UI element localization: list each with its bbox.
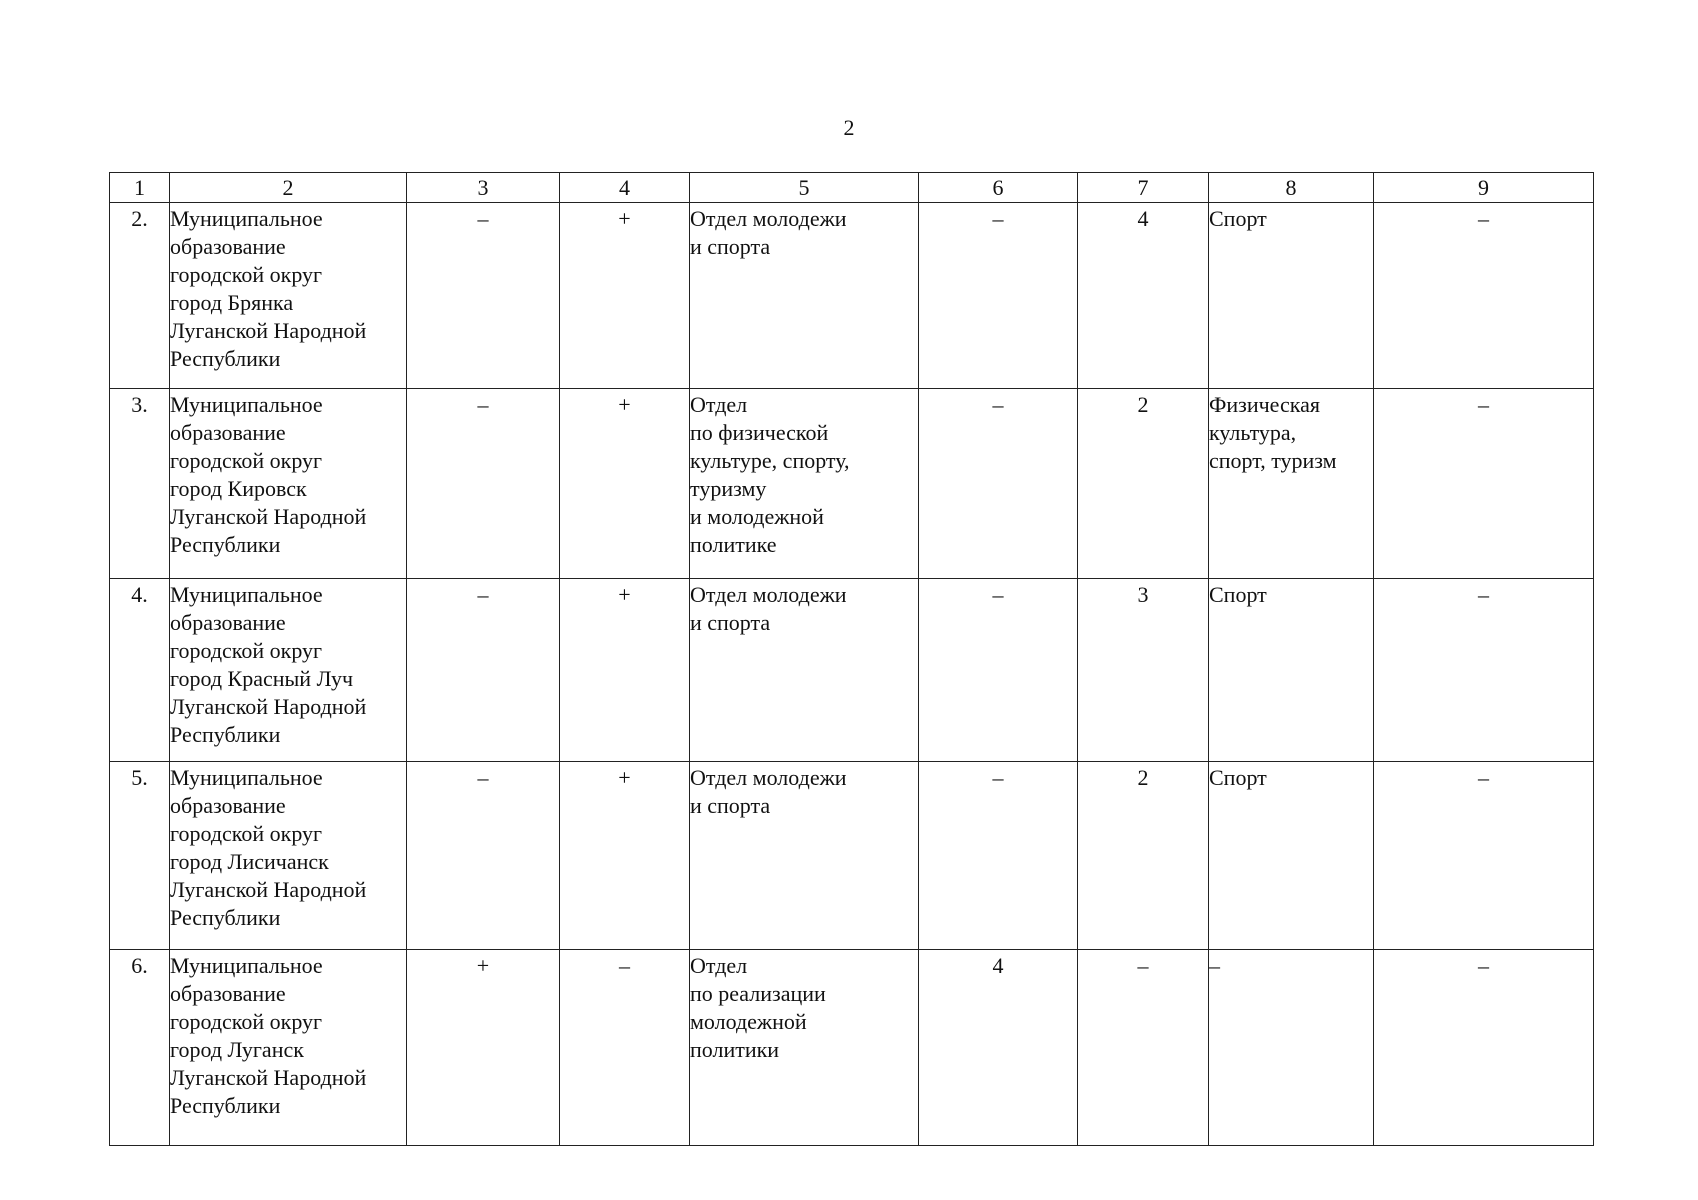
page-number: 2: [843, 115, 855, 140]
direction-cell: [1209, 762, 1374, 950]
department-text: Отдел по реализации молодежной политики: [690, 953, 826, 1062]
table-row: [110, 950, 1594, 1146]
row-number-cell: 3.: [110, 389, 170, 579]
col7-cell: –: [1078, 950, 1209, 1146]
col6-cell: –: [919, 203, 1078, 389]
header-cell-9: 9: [1374, 173, 1594, 203]
row-number-cell: 2.: [110, 203, 170, 389]
department-cell: [690, 579, 919, 762]
direction-text: Спорт: [1209, 206, 1267, 231]
table-row: [110, 762, 1594, 950]
table-row: [110, 203, 1594, 389]
direction-cell: [1209, 950, 1374, 1146]
direction-cell: [1209, 389, 1374, 579]
direction-text: Спорт: [1209, 582, 1267, 607]
table-row: [110, 579, 1594, 762]
col7-cell: 2: [1078, 389, 1209, 579]
direction-text: –: [1209, 953, 1220, 978]
row-number-cell: 5.: [110, 762, 170, 950]
header-cell-2: 2: [170, 173, 407, 203]
col9-cell: –: [1374, 950, 1594, 1146]
col3-cell: –: [407, 579, 560, 762]
col3-cell: +: [407, 950, 560, 1146]
header-row: [110, 173, 1594, 203]
row-number-cell: 4.: [110, 579, 170, 762]
col4-cell: +: [560, 203, 690, 389]
col9-cell: –: [1374, 762, 1594, 950]
header-cell-3: 3: [407, 173, 560, 203]
direction-text: Спорт: [1209, 765, 1267, 790]
entity-cell: [170, 762, 407, 950]
header-cell-7: 7: [1078, 173, 1209, 203]
header-cell-4: 4: [560, 173, 690, 203]
col6-cell: –: [919, 389, 1078, 579]
col6-cell: –: [919, 762, 1078, 950]
department-text: Отдел молодежи и спорта: [690, 765, 847, 818]
col4-cell: –: [560, 950, 690, 1146]
entity-text: Муниципальное образование городской округ город Красный Луч Луганской Народной Республики: [170, 582, 367, 747]
row-number-cell: 6.: [110, 950, 170, 1146]
col9-cell: –: [1374, 203, 1594, 389]
department-cell: [690, 203, 919, 389]
col4-cell: +: [560, 579, 690, 762]
department-cell: [690, 762, 919, 950]
entity-text: Муниципальное образование городской округ город Брянка Луганской Народной Республики: [170, 206, 367, 371]
department-text: Отдел по физической культуре, спорту, туризму и молодежной политике: [690, 392, 850, 557]
col9-cell: –: [1374, 389, 1594, 579]
department-cell: [690, 950, 919, 1146]
col4-cell: +: [560, 389, 690, 579]
direction-text: Физическая культура, спорт, туризм: [1209, 392, 1337, 473]
entity-cell: [170, 950, 407, 1146]
col3-cell: –: [407, 203, 560, 389]
data-table: [109, 172, 1594, 1146]
table-row: [110, 389, 1594, 579]
col7-cell: 3: [1078, 579, 1209, 762]
department-text: Отдел молодежи и спорта: [690, 582, 847, 635]
entity-cell: [170, 203, 407, 389]
col3-cell: –: [407, 389, 560, 579]
col6-cell: –: [919, 579, 1078, 762]
header-cell-6: 6: [919, 173, 1078, 203]
header-cell-8: 8: [1209, 173, 1374, 203]
entity-text: Муниципальное образование городской округ город Луганск Луганской Народной Республики: [170, 953, 367, 1118]
department-cell: [690, 389, 919, 579]
entity-text: Муниципальное образование городской округ город Лисичанск Луганской Народной Республики: [170, 765, 367, 930]
entity-text: Муниципальное образование городской округ город Кировск Луганской Народной Республики: [170, 392, 367, 557]
col3-cell: –: [407, 762, 560, 950]
col9-cell: –: [1374, 579, 1594, 762]
direction-cell: [1209, 203, 1374, 389]
col6-cell: 4: [919, 950, 1078, 1146]
header-cell-1: 1: [110, 173, 170, 203]
entity-cell: [170, 579, 407, 762]
header-cell-5: 5: [690, 173, 919, 203]
department-text: Отдел молодежи и спорта: [690, 206, 847, 259]
col7-cell: 2: [1078, 762, 1209, 950]
col7-cell: 4: [1078, 203, 1209, 389]
col4-cell: +: [560, 762, 690, 950]
direction-cell: [1209, 579, 1374, 762]
entity-cell: [170, 389, 407, 579]
